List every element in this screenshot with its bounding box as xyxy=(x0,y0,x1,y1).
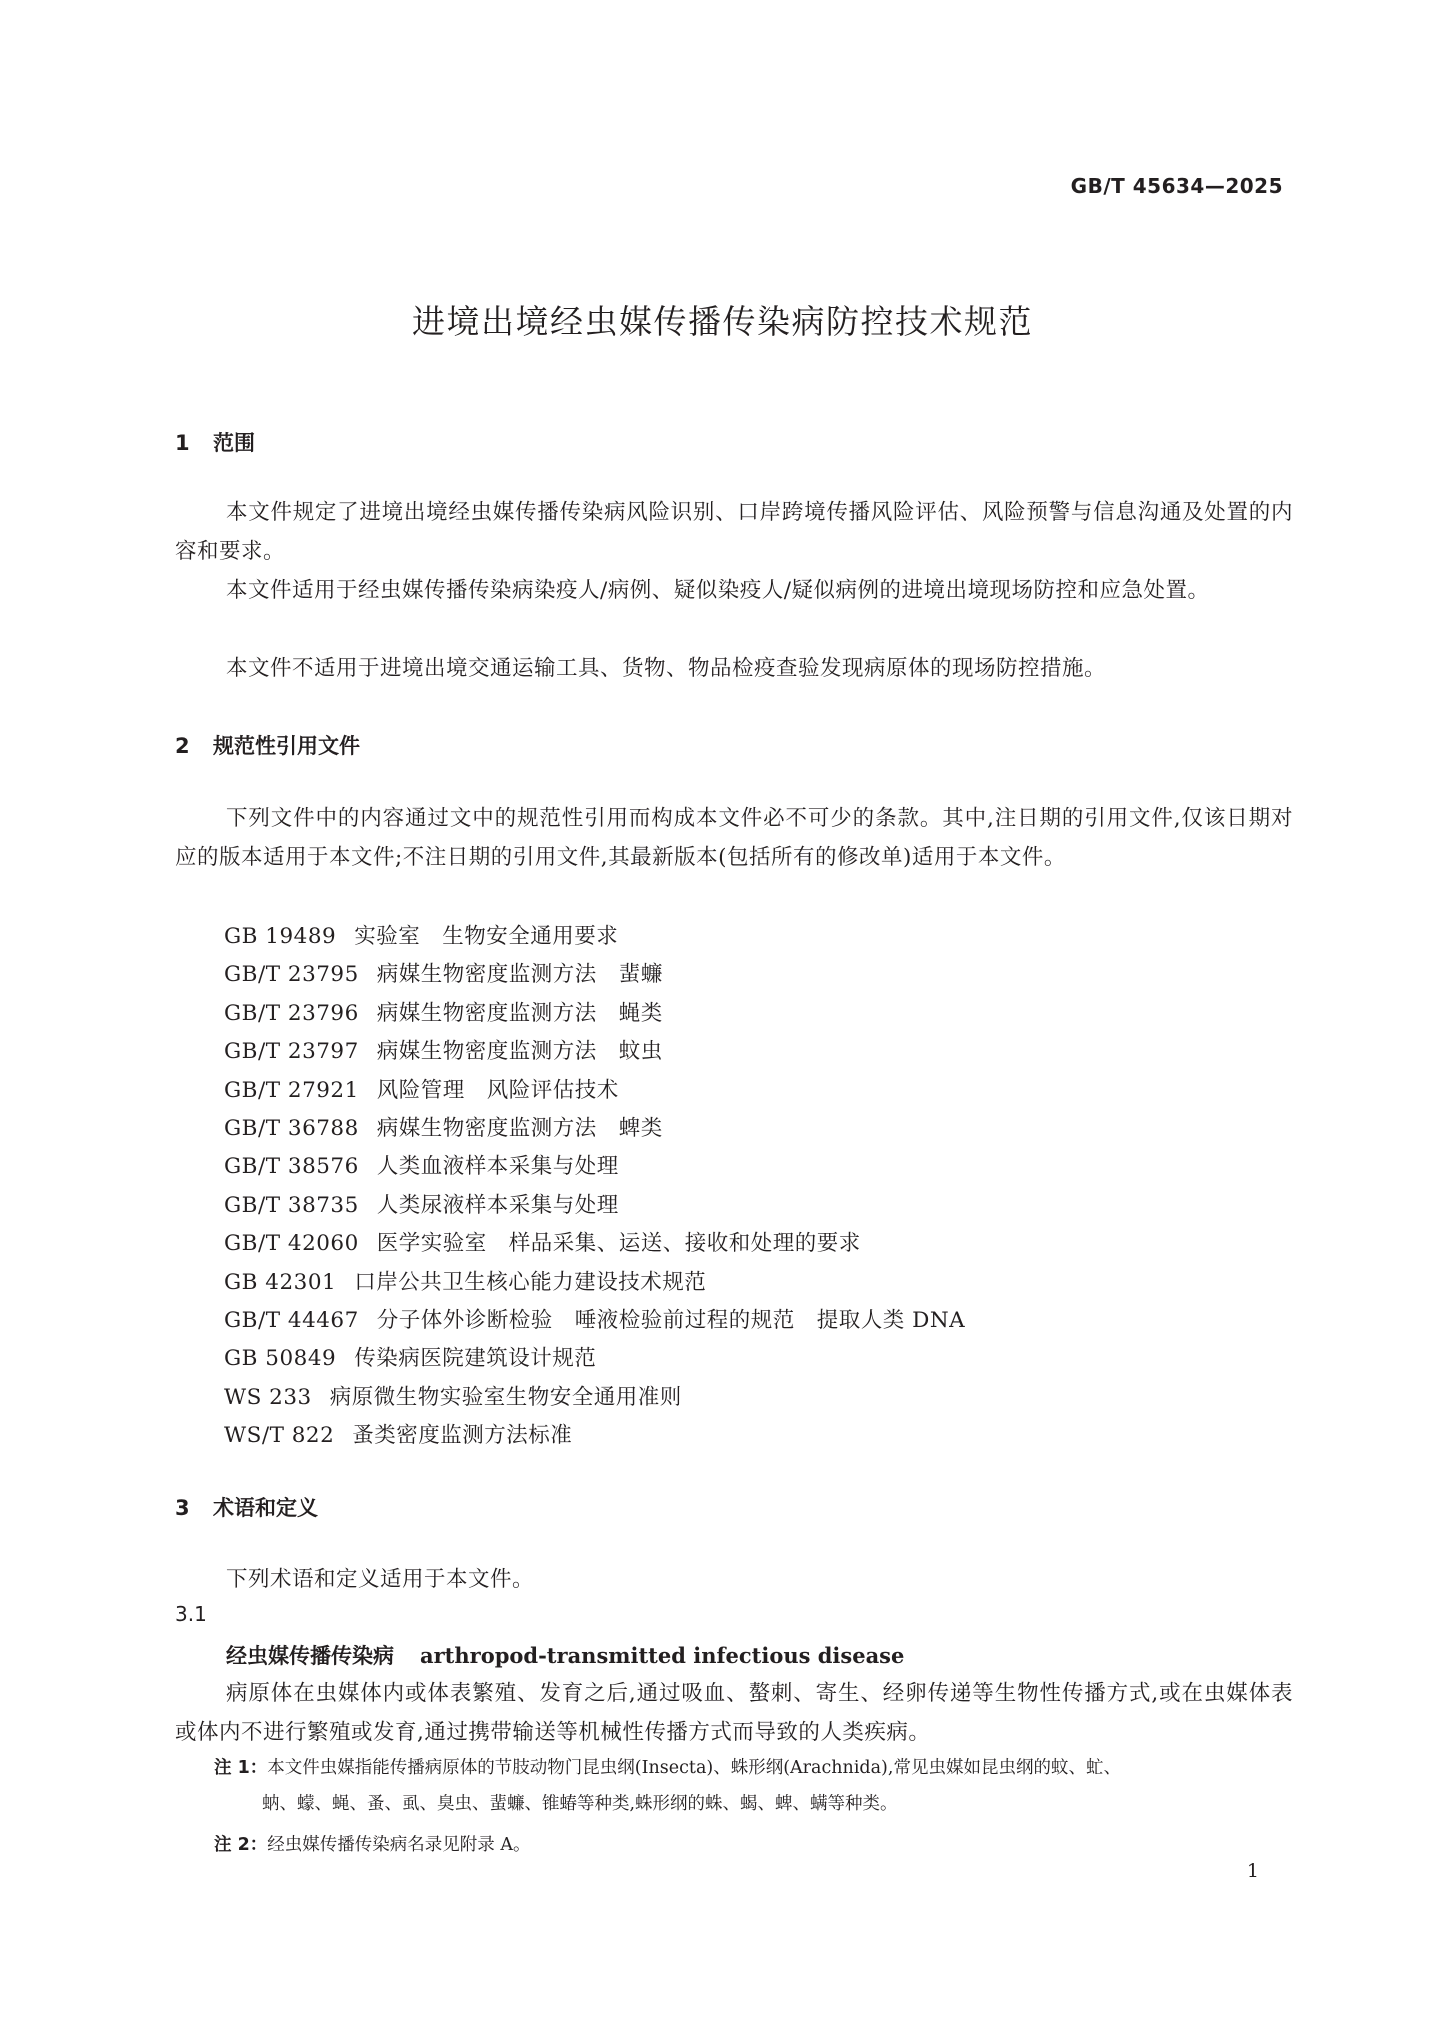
reference-code: WS/T 822 xyxy=(224,1423,335,1448)
reference-code: GB/T 38576 xyxy=(224,1154,359,1179)
reference-title: 病媒生物密度监测方法 蜱类 xyxy=(376,1116,663,1141)
reference-code: GB/T 23797 xyxy=(224,1039,359,1064)
term-number: 3.1 xyxy=(175,1602,207,1626)
reference-item xyxy=(224,1034,663,1065)
term-heading xyxy=(226,1640,904,1670)
section-title: 术语和定义 xyxy=(213,1496,318,1520)
reference-title: 传染病医院建筑设计规范 xyxy=(354,1346,597,1371)
reference-title: 医学实验室 样品采集、运送、接收和处理的要求 xyxy=(376,1231,861,1256)
section-number: 2 xyxy=(175,734,190,758)
reference-item xyxy=(224,996,663,1027)
section-3-intro: 下列术语和定义适用于本文件。 xyxy=(226,1567,535,1592)
section-1-heading xyxy=(175,427,255,457)
reference-code: GB/T 36788 xyxy=(224,1116,359,1141)
note-text: 经虫媒传播传染病名录见附录 A。 xyxy=(267,1835,531,1855)
reference-item xyxy=(224,1149,619,1180)
reference-item xyxy=(224,919,618,950)
reference-title: 风险管理 风险评估技术 xyxy=(376,1078,619,1103)
page-number: 1 xyxy=(1246,1860,1259,1882)
reference-item xyxy=(224,1380,682,1411)
note-1 xyxy=(214,1752,1294,1785)
reference-title: 病媒生物密度监测方法 蝇类 xyxy=(376,1001,663,1026)
standard-code: GB/T 45634—2025 xyxy=(1070,174,1283,198)
reference-title: 病原微生物实验室生物安全通用准则 xyxy=(329,1385,682,1410)
reference-code: GB/T 44467 xyxy=(224,1308,359,1333)
reference-item xyxy=(224,1418,572,1449)
section-2-heading xyxy=(175,730,360,760)
reference-title: 人类血液样本采集与处理 xyxy=(376,1154,619,1179)
reference-item xyxy=(224,1341,596,1372)
reference-item xyxy=(224,1188,619,1219)
reference-item xyxy=(224,1226,861,1257)
reference-item xyxy=(224,1265,706,1296)
reference-code: GB/T 27921 xyxy=(224,1078,359,1103)
section-2-intro: 下列文件中的内容通过文中的规范性引用而构成本文件必不可少的条款。其中,注日期的引用文件,仅该日期对应的版本适用于本文件;不注日期的引用文件,其最新版本(包括所有的修改单)适用于本文件。 xyxy=(175,806,1293,870)
reference-code: GB/T 23795 xyxy=(224,962,359,987)
reference-title: 人类尿液样本采集与处理 xyxy=(376,1193,619,1218)
section-title: 规范性引用文件 xyxy=(213,734,360,758)
reference-title: 蚤类密度监测方法标准 xyxy=(352,1423,573,1448)
reference-item xyxy=(224,957,663,988)
reference-code: GB 19489 xyxy=(224,924,337,949)
reference-code: GB 50849 xyxy=(224,1346,337,1371)
section-1-paragraph-1: 本文件规定了进境出境经虫媒传播传染病风险识别、口岸跨境传播风险评估、风险预警与信息沟通及处置的内容和要求。 xyxy=(175,500,1293,564)
term-definition: 病原体在虫媒体内或体表繁殖、发育之后,通过吸血、螯刺、寄生、经卵传递等生物性传播方式,或在虫媒体表或体内不进行繁殖或发育,通过携带输送等机械性传播方式而导致的人类疾病。 xyxy=(175,1681,1293,1745)
reference-title: 病媒生物密度监测方法 蜚蠊 xyxy=(376,962,663,987)
note-1-continuation: 蚋、蠓、蝇、蚤、虱、臭虫、蜚蠊、锥蝽等种类,蛛形纲的蛛、蝎、蜱、螨等种类。 xyxy=(262,1794,898,1814)
section-title: 范围 xyxy=(213,431,255,455)
term-english: arthropod-transmitted infectious disease xyxy=(420,1643,905,1668)
note-text: 本文件虫媒指能传播病原体的节肢动物门昆虫纲(Insecta)、蛛形纲(Arachnida),常见虫媒如昆虫纲的蚊、虻、 xyxy=(267,1758,1121,1778)
section-number: 3 xyxy=(175,1496,190,1520)
reference-title: 实验室 生物安全通用要求 xyxy=(354,924,619,949)
reference-code: GB 42301 xyxy=(224,1270,337,1295)
section-1-paragraph-3: 本文件不适用于进境出境交通运输工具、货物、物品检疫查验发现病原体的现场防控措施。 xyxy=(226,656,1107,681)
reference-code: GB/T 23796 xyxy=(224,1001,359,1026)
reference-code: GB/T 42060 xyxy=(224,1231,359,1256)
reference-title: 口岸公共卫生核心能力建设技术规范 xyxy=(354,1270,707,1295)
term-chinese: 经虫媒传播传染病 xyxy=(226,1644,394,1668)
note-label: 注 1： xyxy=(214,1758,268,1778)
note-label: 注 2： xyxy=(214,1835,268,1855)
document-title: 进境出境经虫媒传播传染病防控技术规范 xyxy=(412,302,1033,341)
section-number: 1 xyxy=(175,431,190,455)
reference-title: 分子体外诊断检验 唾液检验前过程的规范 提取人类 DNA xyxy=(376,1308,966,1333)
section-3-heading xyxy=(175,1492,318,1522)
note-2 xyxy=(214,1829,1294,1862)
reference-item xyxy=(224,1073,619,1104)
reference-item xyxy=(224,1111,663,1142)
reference-code: WS 233 xyxy=(224,1385,312,1410)
section-1-paragraph-2: 本文件适用于经虫媒传播传染病染疫人/病例、疑似染疫人/疑似病例的进境出境现场防控和应急处置。 xyxy=(226,578,1210,603)
reference-code: GB/T 38735 xyxy=(224,1193,359,1218)
reference-title: 病媒生物密度监测方法 蚊虫 xyxy=(376,1039,663,1064)
reference-item xyxy=(224,1303,965,1334)
